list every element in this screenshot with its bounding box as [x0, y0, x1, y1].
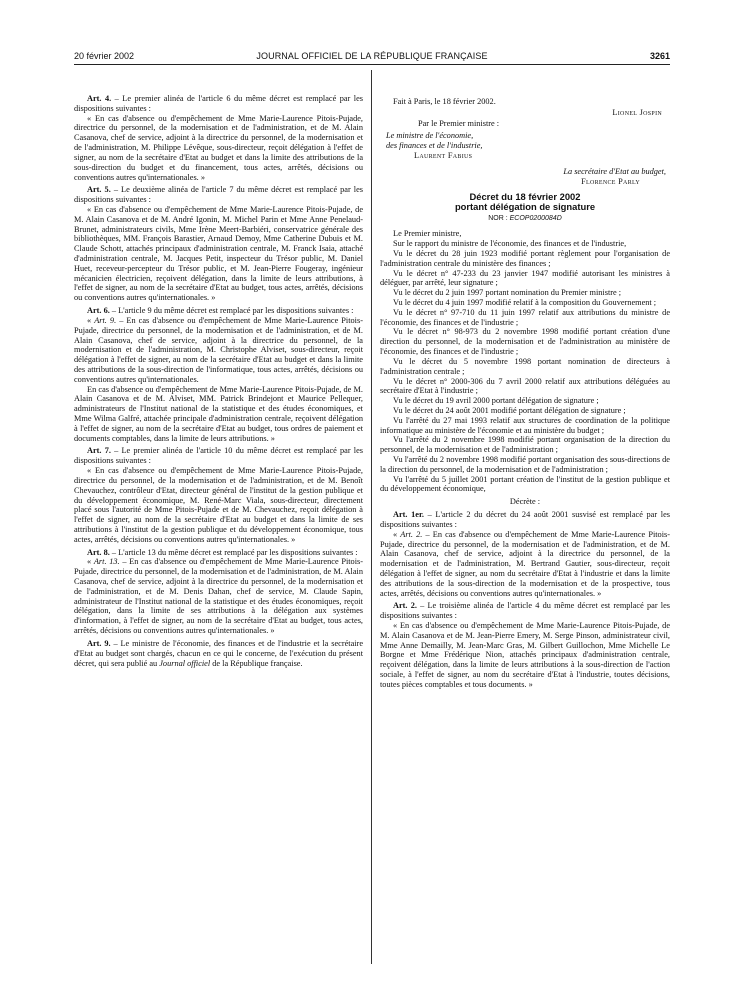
article-label: Art. 1er. — [393, 510, 424, 520]
visa-item: Vu l'arrêté du 2 novembre 1998 modifié portant organisation de la direction du personnel, de la modernisation et de l'administration ; — [380, 435, 670, 455]
visa-item: Vu le décret n° 2000-306 du 7 avril 2000 relatif aux attributions déléguées au secrétaire d'Etat à l'industrie ; — [380, 376, 670, 396]
page-number: 3261 — [649, 51, 670, 61]
page-header — [74, 50, 670, 62]
article-2-text: « En cas d'absence ou d'empêchement de Mme Marie-Laurence Pitois-Pujade, de M. Alain Casanova et de M. Jean-Pierre Emery, M. Serge Pinson, administrateur civil, Mme Anne Demailly, M. Jean-Marc Gras, M. Gilbert Guillochon, Mme Michelle Le Borgne et Mme Frédérique Nion, attachés principaux d'administration centrale, reçoivent délégation, dans la limite de leurs attributions à la sous-direction de l'action sociale, à l'effet de signer, au nom du secrétaire d'Etat à l'industrie, toutes décisions, toutes pièces comptables et tous documents. » — [380, 621, 670, 689]
visa-item: Vu le décret n° 98-973 du 2 novembre 1998 modifié portant création d'une direction du personnel, de la modernisation et de l'administration au ministère de l'économie, des finances et de l'industrie ; — [380, 327, 670, 357]
article-label: Art. 4. — [87, 94, 112, 103]
signature-block-3 — [380, 167, 670, 187]
quote-mark: « — [87, 557, 94, 567]
article-label: Art. 6. — [87, 306, 110, 316]
inner-article-label: Art. 9. — [94, 315, 117, 325]
signer-fabius: Laurent Fabius — [414, 151, 473, 161]
decree-title-line1: Décret du 18 février 2002 — [469, 190, 581, 202]
visa-item: Vu le décret du 4 juin 1997 modifié relatif à la composition du Gouvernement ; — [393, 298, 657, 307]
visa-item: Sur le rapport du ministre de l'économie, des finances et de l'industrie, — [393, 239, 627, 249]
premier-ministre-line: Le Premier ministre, — [393, 229, 462, 239]
decrete: Décrète : — [509, 497, 541, 507]
article-label: Art. 8. — [87, 547, 110, 557]
article-intro: – Le troisième alinéa de l'article 4 du même décret est remplacé par les dispositions suivantes : — [380, 601, 670, 621]
article-label: Art. 9. — [87, 638, 111, 648]
ministre-title-line2: des finances et de l'industrie, — [386, 141, 483, 151]
article-intro: – Le premier alinéa de l'article 10 du même décret est remplacé par les dispositions suivantes : — [74, 446, 363, 466]
visa-item: Vu le décret n° 97-710 du 11 juin 1997 relatif aux attributions du ministre de l'économie, des finances et de l'industrie ; — [380, 307, 670, 327]
article-label: Art. 5. — [87, 185, 111, 195]
article-intro: – L'article 2 du décret du 24 août 2001 susvisé est remplacé par les dispositions suivantes : — [380, 510, 670, 529]
visa-item: Vu le décret du 19 avril 2000 portant délégation de signature ; — [393, 396, 599, 406]
left-column — [74, 94, 363, 668]
article-8-text — [74, 557, 363, 636]
signer-parly: Florence Parly — [581, 176, 640, 186]
visa-item: Vu le décret du 24 août 2001 modifié portant délégation de signature ; — [393, 405, 626, 415]
inner-article-label: Art. 2. — [400, 529, 423, 539]
right-column — [380, 97, 670, 690]
article-body: – Le ministre de l'économie, des finances et de l'industrie et la secrétaire d'Etat au budget sont chargés, chacun en ce qui le concerne, de l'exécution du présent décret, qui sera publié au — [74, 638, 364, 668]
column-divider — [371, 70, 372, 964]
decree-title-line2: portant délégation de signature — [454, 201, 596, 212]
header-rule — [74, 64, 670, 65]
visa-item: Vu le décret du 28 juin 1923 modifié portant règlement pour l'organisation de l'administration centrale du ministère des finances ; — [380, 248, 670, 268]
article-8 — [74, 548, 363, 558]
nor-reference — [380, 214, 670, 224]
quote-mark: « — [87, 315, 95, 325]
visas-list — [380, 239, 670, 494]
ministre-title-line1: Le ministre de l'économie, — [386, 131, 474, 141]
journal-officiel-ref: Journal officiel — [159, 658, 211, 668]
visa-item: Vu l'arrêté du 2 novembre 1998 modifié portant organisation des sous-directions de la direction du personnel, de la modernisation et de l'administration ; — [380, 455, 670, 474]
visa-item: Vu le décret du 2 juin 1997 portant nomination du Premier ministre ; — [393, 288, 622, 298]
article-intro: – L'article 13 du même décret est remplacé par les dispositions suivantes : — [109, 547, 358, 557]
secretaire-title: La secrétaire d'Etat au budget, — [563, 166, 666, 176]
article-body: de la République française. — [210, 658, 303, 668]
visa-item: Vu le décret du 5 novembre 1998 portant nomination de directeurs à l'administration centrale ; — [380, 356, 670, 376]
visa-item: Vu le décret n° 47-233 du 23 janvier 1947 modifié autorisant les ministres à déléguer, par arrêté, leur signature ; — [380, 268, 670, 288]
article-7 — [74, 446, 363, 466]
signer-jospin: Lionel Jospin — [612, 107, 662, 117]
visa-item: Vu l'arrêté du 5 juillet 2001 portant création de l'institut de la gestion publique et du développement économique, — [380, 474, 670, 494]
decree-title — [380, 192, 670, 213]
article-5 — [74, 185, 363, 205]
article-label: Art. 2. — [393, 601, 417, 611]
article-4-text: « En cas d'absence ou d'empêchement de Mme Marie-Laurence Pitois-Pujade, directrice du personnel, de la modernisation et de l'administration, et de M. Alain Casanova, chef de service, adjoint à la directrice du personnel, de la modernisation et de l'administration, M. Philippe Lévêque, sous-directeur, reçoit délégation à l'effet de signer, au nom de la secrétaire d'Etat au budget et dans la limite des attributions de la sous-direction du budget et du financement, tous actes, arrêtés, décisions ou conventions autres qu'internationales. » — [74, 113, 363, 182]
article-7-text: « En cas d'absence ou d'empêchement de Mme Marie-Laurence Pitois-Pujade, directrice du personnel, de la modernisation et de l'administration, et de M. Benoît Chevauchez, contrôleur d'Etat, directeur général de l'institut de la gestion publique et du développement économique, M. René-Marc Viala, sous-directeur, directement placé sous l'autorité de Mme Pitois-Pujade et de M. Chevauchez, reçoit délégation à l'effet de signer, au nom de la secrétaire d'Etat au budget et dans la limite de ses attributions à l'institut de la gestion publique et du développement économique, tous actes, arrêtés, décisions ou conventions autres qu'internationales. » — [74, 466, 363, 544]
article-intro: – Le deuxième alinéa de l'article 7 du même décret est remplacé par les dispositions suivantes : — [74, 185, 364, 205]
nor-label: NOR : — [488, 214, 510, 222]
article-6-text-2: En cas d'absence ou d'empêchement de Mme Marie-Laurence Pitois-Pujade, de M. Alain Casanova et de M. Alviset, MM. Patrick Brindejont et Maurice Pellequer, administrateurs de l'Institut national de la statistique et des études économiques, et Mme Wilma Galfré, attachée principale d'administration centrale, reçoivent délégation à l'effet de signer, au nom de la secrétaire d'Etat au budget, tous ordres de paiement et documents comptables, dans la limite de leurs attributions. » — [74, 384, 363, 443]
visa-item: Vu l'arrêté du 27 mai 1993 relatif aux structures de coordination de la politique informatique au ministère de l'économie et au ministère du budget ; — [380, 415, 670, 435]
header-date: 20 février 2002 — [74, 51, 135, 61]
article-2 — [380, 601, 670, 621]
article-body: – En cas d'absence ou d'empêchement de Mme Marie-Laurence Pitois-Pujade, directrice du personnel, de la modernisation et de l'administration, de M. Alain Casanova, chef de service, adjoint à la directrice du personnel, de la modernisation et de l'administration, et de M. Denis Dahan, chef de service, M. Claude Sapin, administrateur de l'Institut national de la statistique et des études économiques, reçoit délégation, dans la limite de ses attributions à la délégation aux systèmes d'information, à l'effet de signer, au nom de la secrétaire d'Etat au budget, tous actes, arrêtés, décisions ou conventions autres qu'internationales. » — [74, 557, 363, 636]
journal-title: JOURNAL OFFICIEL DE LA RÉPUBLIQUE FRANÇAISE — [256, 51, 488, 61]
article-4 — [74, 94, 363, 114]
article-6-text — [74, 316, 363, 385]
quote-mark: « — [393, 529, 401, 539]
par-le-premier-ministre: Par le Premier ministre : — [418, 118, 500, 128]
inner-article-label: Art. 13. — [93, 557, 120, 567]
article-body: – En cas d'absence ou d'empêchement de Mme Marie-Laurence Pitois-Pujade, directrice du personnel, de la modernisation et de l'administration, et de M. Alain Casanova, chef de service, adjoint à la directrice du personnel, de la modernisation et de l'administration, M. Christophe Alviset, sous-directeur, reçoit délégation à l'effet de signer, au nom de la secrétaire d'Etat au budget et dans la limite des attributions de la sous-direction de l'informatique, tous actes, arrêtés, décisions ou conventions autres qu'internationales. — [74, 315, 363, 384]
article-label: Art. 7. — [87, 446, 111, 456]
article-1 — [380, 510, 670, 530]
signature-block-1 — [380, 108, 670, 118]
nor-code: ECOP0200084D — [509, 214, 562, 222]
article-1-text — [380, 530, 670, 599]
fait-a-paris: Fait à Paris, le 18 février 2002. — [393, 97, 496, 106]
article-9 — [74, 639, 363, 668]
article-intro: – Le premier alinéa de l'article 6 du même décret est remplacé par les dispositions suivantes : — [74, 94, 363, 113]
article-6 — [74, 306, 363, 316]
article-5-text: « En cas d'absence ou d'empêchement de Mme Marie-Laurence Pitois-Pujade, de M. Alain Casanova et de M. André Igonin, M. Michel Parin et Mme Anne Penelaud-Brunet, administrateurs civils, Mme Irène Meert-Barbiéri, conservatrice générale des bibliothèques, MM. François Barastier, Arnaud Demoy, Mme Catherine Dubuis et M. Claude Schott, attachés principaux d'administration centrale, M. Franck Isaia, attaché d'administration centrale, M. Jacques Petit, inspecteur du Trésor public, M. Daniel Huet, receveur-percepteur du Trésor public, et M. Jean-Pierre Fougeray, ingénieur mécanicien électricien, reçoivent délégation, dans la limite de leurs attributions, à l'effet de signer, au nom de la secrétaire d'Etat au budget, tous actes, arrêtés, décisions ou conventions autres qu'internationales. » — [74, 204, 363, 303]
article-intro: – L'article 9 du même décret est remplacé par les dispositions suivantes : — [109, 306, 354, 316]
signature-block-2 — [386, 131, 670, 160]
article-body: – En cas d'absence ou d'empêchement de Mme Marie-Laurence Pitois-Pujade, directrice du personnel, de la modernisation et de l'administration, et de M. Alain Casanova, chef de service, adjoint à la directrice du personnel, de la modernisation et de l'administration, M. Bertrand Gautier, sous-directeur, reçoit délégation à l'effet de signer, au nom du secrétaire d'Etat à l'industrie et dans la limite des attributions de la sous-direction de la modernisation et de la prospective, tous actes, arrêtés, décisions ou conventions autres qu'internationales. » — [380, 529, 670, 598]
